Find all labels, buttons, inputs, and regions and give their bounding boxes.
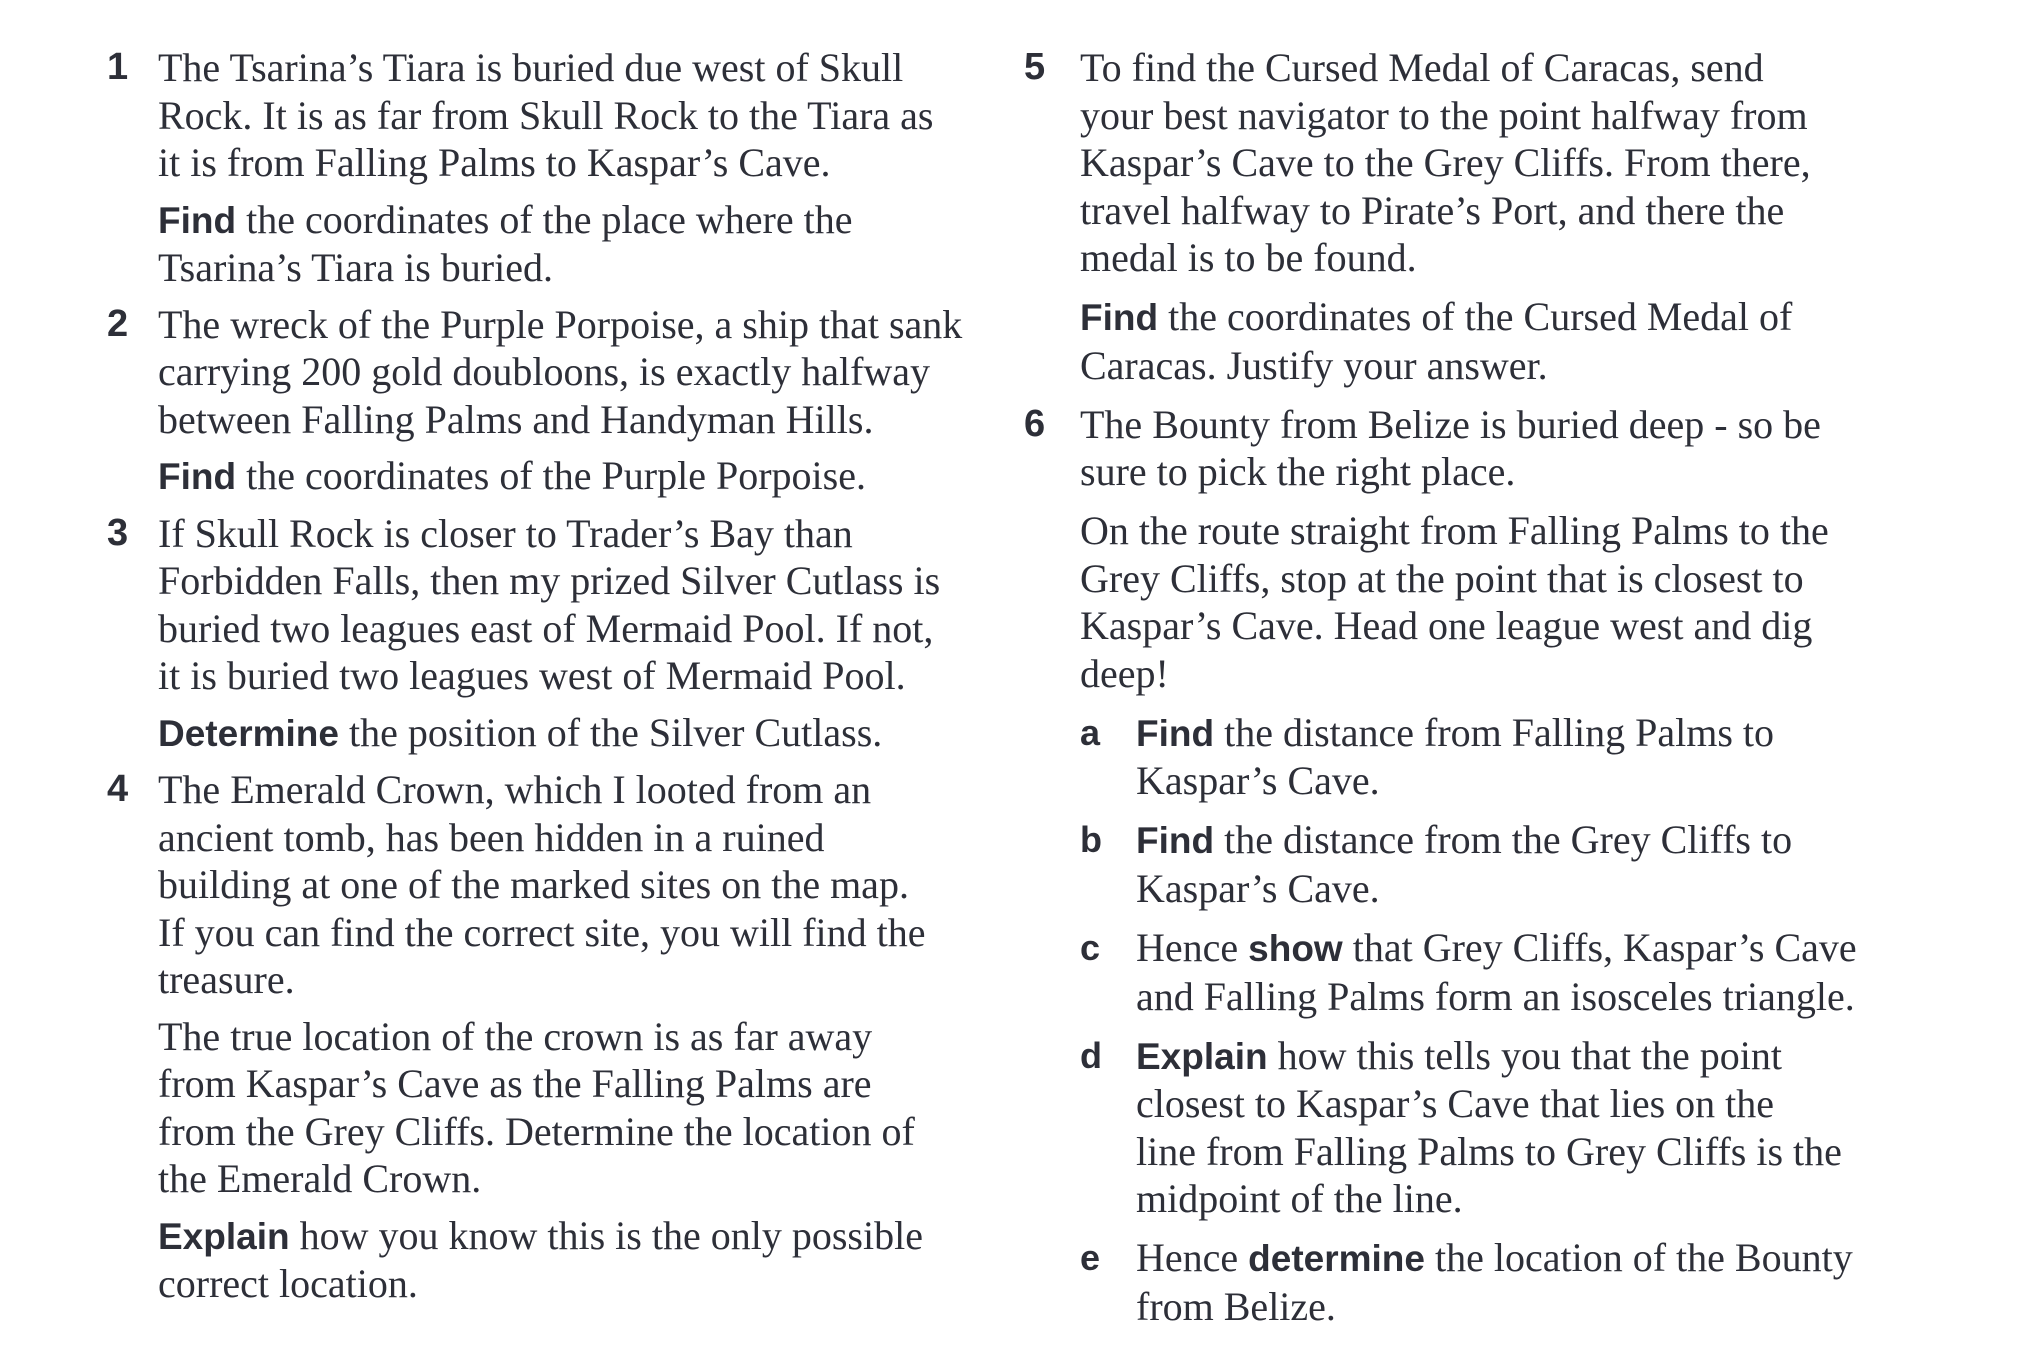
- text-run: the location of the Bounty: [1425, 1235, 1853, 1281]
- command-word: Find: [1080, 297, 1159, 339]
- text-line: [158, 396, 997, 444]
- text-line: [158, 1260, 997, 1308]
- text-line: [1136, 973, 1984, 1021]
- text-line: [158, 909, 997, 957]
- command-word: Find: [158, 456, 237, 497]
- text-run: closest to Kaspar’s Cave that lies on the: [1136, 1081, 1775, 1127]
- question-number: 3: [107, 511, 129, 554]
- text-run: The Bounty from Belize is buried deep - so be: [1080, 401, 1821, 447]
- question-number: 6: [1024, 402, 1046, 445]
- command-word: determine: [1248, 1238, 1425, 1280]
- text-run: medal is to be found.: [1080, 235, 1417, 280]
- question-paragraph: [1080, 507, 1984, 697]
- text-run: The Emerald Crown, which I looted from an: [158, 767, 872, 812]
- text-run: correct location.: [158, 1261, 418, 1306]
- question-paragraph: [158, 44, 997, 187]
- text-line: [1136, 1234, 1984, 1283]
- text-run: Caracas. Justify your answer.: [1080, 342, 1548, 388]
- question-5: [1024, 44, 1984, 389]
- text-run: how you know this is the only possible: [289, 1212, 923, 1258]
- text-line: [158, 92, 997, 140]
- text-run: your best navigator to the point halfway from: [1080, 92, 1808, 138]
- subpart-a: [1080, 709, 1984, 805]
- text-run: Grey Cliffs, stop at the point that is closest to: [1080, 555, 1804, 601]
- text-line: [158, 1212, 997, 1261]
- text-run: If you can find the correct site, you will find the: [158, 909, 926, 955]
- text-line: [158, 652, 997, 700]
- right-column: [1024, 44, 1984, 1330]
- text-run: buried two leagues east of Mermaid Pool. If not,: [158, 605, 934, 651]
- text-run: how this tells you that the point: [1267, 1032, 1783, 1078]
- text-run: between Falling Palms and Handyman Hills.: [158, 396, 874, 442]
- text-line: [158, 44, 997, 92]
- command-word: Explain: [158, 1215, 290, 1257]
- text-run: ancient tomb, has been hidden in a ruined: [158, 814, 825, 860]
- text-run: the Emerald Crown.: [158, 1156, 482, 1201]
- text-line: [1136, 1175, 1984, 1223]
- text-line: [1080, 555, 1984, 603]
- text-run: it is from Falling Palms to Kaspar’s Cave.: [158, 140, 831, 185]
- subpart-letter: b: [1080, 819, 1102, 861]
- text-run: The Tsarina’s Tiara is buried due west of Skull: [158, 45, 904, 90]
- text-line: [158, 1060, 997, 1108]
- question-paragraph: [1080, 293, 1984, 389]
- text-run: the position of the Silver Cutlass.: [338, 709, 883, 755]
- question-2: [107, 301, 997, 501]
- question-number: 5: [1024, 46, 1046, 88]
- question-paragraph: [158, 709, 997, 758]
- question-number: 2: [107, 302, 129, 345]
- text-run: the coordinates of the place where the: [236, 196, 853, 242]
- text-line: [1136, 816, 1984, 865]
- text-line: [1136, 757, 1984, 805]
- text-line: [1136, 1080, 1984, 1128]
- text-line: [158, 510, 997, 558]
- question-paragraph: [1080, 44, 1984, 282]
- text-run: On the route straight from Falling Palms to the: [1080, 508, 1829, 554]
- text-line: [1080, 342, 1984, 390]
- text-run: the distance from the Grey Cliffs to: [1214, 817, 1793, 863]
- text-run: carrying 200 gold doubloons, is exactly halfway: [158, 349, 931, 394]
- text-run: Rock. It is as far from Skull Rock to the Tiara as: [158, 92, 934, 138]
- text-run: the coordinates of the Purple Porpoise.: [236, 453, 866, 498]
- text-run: and Falling Palms form an isosceles triangle.: [1136, 973, 1855, 1019]
- text-run: Kaspar’s Cave. Head one league west and dig: [1080, 603, 1813, 649]
- subpart-c: [1080, 924, 1984, 1020]
- command-word: Find: [1136, 820, 1215, 862]
- text-run: To find the Cursed Medal of Caracas, send: [1080, 45, 1764, 90]
- command-word: Find: [1136, 712, 1215, 754]
- question-6: [1024, 401, 1984, 1331]
- text-line: [1080, 650, 1984, 698]
- text-run: midpoint of the line.: [1136, 1176, 1463, 1222]
- text-line: [158, 348, 997, 396]
- text-run: that Grey Cliffs, Kaspar’s Cave: [1342, 925, 1857, 971]
- text-run: line from Falling Palms to Grey Cliffs is the: [1136, 1128, 1842, 1174]
- text-run: Forbidden Falls, then my prized Silver Cutlass is: [158, 558, 941, 603]
- text-run: travel halfway to Pirate’s Port, and there the: [1080, 187, 1785, 233]
- text-line: [1136, 1032, 1984, 1081]
- text-run: the distance from Falling Palms to: [1214, 709, 1775, 755]
- text-run: the coordinates of the Cursed Medal of: [1158, 294, 1793, 340]
- text-run: deep!: [1080, 650, 1169, 696]
- command-word: Find: [158, 199, 237, 241]
- subpart-d: [1080, 1032, 1984, 1223]
- text-line: [158, 1013, 997, 1061]
- subpart-b: [1080, 816, 1984, 912]
- left-column: [107, 44, 997, 1308]
- text-line: [1136, 1128, 1984, 1176]
- text-line: [1136, 709, 1984, 758]
- text-line: [1080, 234, 1984, 282]
- subpart-letter: a: [1080, 711, 1101, 753]
- text-run: The true location of the crown is as far away: [158, 1013, 873, 1059]
- question-paragraph: [158, 766, 997, 1004]
- text-line: [1080, 187, 1984, 235]
- subpart-e: [1080, 1234, 1984, 1330]
- text-run: from Kaspar’s Cave as the Falling Palms are: [158, 1061, 872, 1106]
- text-run: Kaspar’s Cave to the Grey Cliffs. From there,: [1080, 140, 1811, 185]
- text-line: [158, 709, 997, 758]
- text-run: If Skull Rock is closer to Trader’s Bay than: [158, 510, 853, 556]
- question-paragraph: [158, 510, 997, 700]
- question-1: [107, 44, 997, 292]
- text-line: [1080, 401, 1984, 449]
- text-run: Tsarina’s Tiara is buried.: [158, 245, 553, 290]
- question-paragraph: [158, 452, 997, 501]
- text-run: sure to pick the right place.: [1080, 449, 1516, 495]
- text-run: The wreck of the Purple Porpoise, a ship that sank: [158, 301, 963, 347]
- text-line: [1080, 602, 1984, 650]
- text-line: [1080, 139, 1984, 187]
- question-paragraph: [158, 1013, 997, 1203]
- text-line: [1080, 92, 1984, 140]
- text-run: it is buried two leagues west of Mermaid Pool.: [158, 653, 906, 698]
- text-run: Kaspar’s Cave.: [1136, 865, 1380, 911]
- text-run: from Belize.: [1136, 1283, 1336, 1329]
- text-line: [1080, 507, 1984, 555]
- text-run: treasure.: [158, 957, 295, 1002]
- text-line: [1080, 293, 1984, 342]
- text-run: from the Grey Cliffs. Determine the location of: [158, 1108, 915, 1154]
- text-line: [1080, 448, 1984, 496]
- command-word: show: [1248, 928, 1343, 970]
- command-word: Explain: [1136, 1035, 1268, 1077]
- text-line: [158, 196, 997, 245]
- question-paragraph: [158, 1212, 997, 1308]
- text-line: [1080, 44, 1984, 92]
- text-line: [158, 861, 997, 909]
- question-paragraph: [1080, 401, 1984, 496]
- text-line: [158, 956, 997, 1004]
- subpart-letter: d: [1080, 1034, 1102, 1076]
- text-line: [1136, 924, 1984, 973]
- text-line: [158, 1155, 997, 1203]
- text-run: Hence: [1136, 1235, 1249, 1281]
- command-word: Determine: [158, 712, 339, 754]
- text-line: [1136, 865, 1984, 913]
- text-line: [158, 814, 997, 862]
- text-line: [158, 557, 997, 605]
- text-line: [158, 452, 997, 501]
- question-number: 4: [107, 768, 129, 810]
- text-run: building at one of the marked sites on the map.: [158, 862, 909, 907]
- text-line: [158, 605, 997, 653]
- question-4: [107, 766, 997, 1308]
- text-line: [1136, 1283, 1984, 1331]
- text-line: [158, 244, 997, 292]
- text-run: Hence: [1136, 925, 1249, 971]
- text-line: [158, 301, 997, 349]
- subpart-letter: e: [1080, 1237, 1101, 1279]
- subpart-letter: c: [1080, 927, 1101, 969]
- text-line: [158, 766, 997, 814]
- question-number: 1: [107, 46, 129, 88]
- text-line: [158, 1108, 997, 1156]
- question-3: [107, 510, 997, 758]
- question-paragraph: [158, 301, 997, 444]
- text-line: [158, 139, 997, 187]
- question-paragraph: [158, 196, 997, 292]
- text-run: Kaspar’s Cave.: [1136, 758, 1380, 804]
